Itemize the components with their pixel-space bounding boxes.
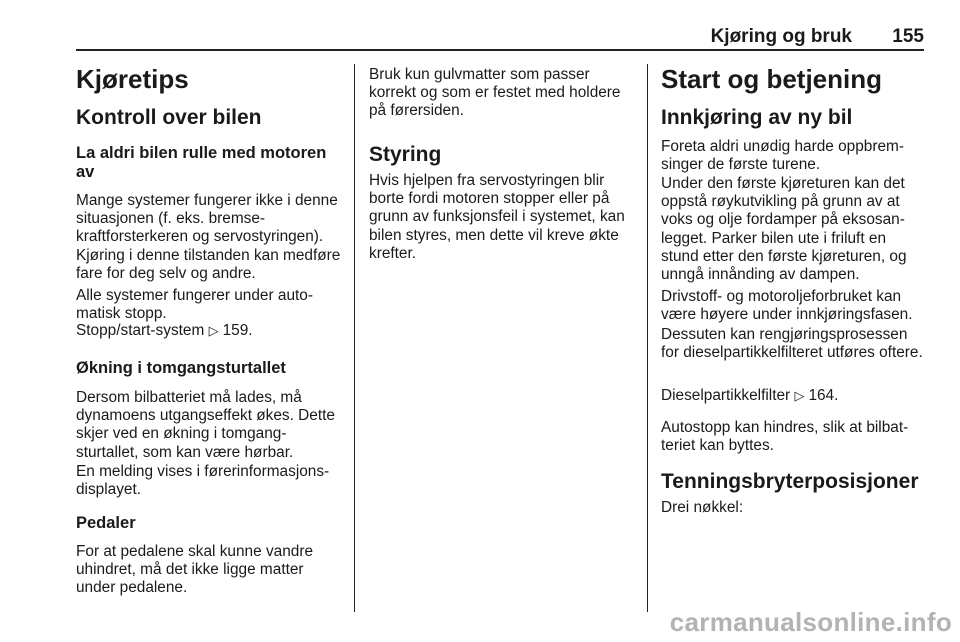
paragraph-autostopp: Autostopp kan hindres, slik at bilbat-teriet kan byttes. bbox=[661, 419, 909, 455]
paragraph-stopp-start bbox=[76, 322, 346, 340]
paragraph-gulvmatter: Bruk kun gulvmatter som passer korrekt og som er festet med holdere på førersiden. bbox=[369, 66, 621, 120]
paragraph-styring: Hvis hjelpen fra servostyringen blir borte fordi motoren stopper eller på grunn av funksjonsfeil i systemet, kan bilen styres, men dette vil kreve økte krefter. bbox=[369, 172, 625, 262]
stopp-start-ref[interactable]: 159. bbox=[222, 322, 253, 339]
paragraph-royk: Under den første kjøreturen kan det oppstå røykutvikling på grunn av at voks og olje fordamper på eksosan-legget. Parker bilen ute i friluft en stund etter den første kjøreturen, og unngå innånding av dampen. bbox=[661, 175, 907, 284]
column-divider-2 bbox=[647, 64, 648, 612]
paragraph-forbruk: Drivstoff- og motoroljeforbruket kan være høyere under innkjøringsfasen. bbox=[661, 288, 913, 324]
paragraph-oppbremsinger: Foreta aldri unødig harde oppbrem-singer de første turene. bbox=[661, 138, 904, 174]
paragraph-drei: Drei nøkkel: bbox=[661, 499, 744, 516]
stopp-start-text: Stopp/start-system bbox=[76, 322, 205, 339]
dieselfilter-text: Dieselpartikkelfilter bbox=[661, 387, 791, 404]
heading-innkjoring: Innkjøring av ny bil bbox=[661, 106, 853, 129]
paragraph-pedaler: For at pedalene skal kunne vandre uhindret, må det ikke ligge matter under pedalene. bbox=[76, 543, 313, 597]
paragraph-dieselfilter bbox=[661, 387, 925, 405]
heading-start: Start og betjening bbox=[661, 64, 882, 94]
heading-tenning: Tenningsbryterposisjoner bbox=[661, 470, 919, 493]
section-title: Kjøring og bruk bbox=[710, 26, 852, 47]
column-divider-1 bbox=[354, 64, 355, 612]
dieselfilter-ref[interactable]: 164. bbox=[808, 387, 839, 404]
paragraph-dynamo: Dersom bilbatteriet må lades, må dynamoens utgangseffekt økes. Dette skjer ved en økning i tomgang-sturtallet, som kan være hørbar. bbox=[76, 389, 335, 461]
arrow-right-icon: ▷ bbox=[208, 323, 219, 338]
paragraph-systemer: Mange systemer fungerer ikke i denne situasjonen (f. eks. bremse-kraftforsterkeren og servostyringen). Kjøring i denne tilstanden kan medføre fare for deg selv og andre. bbox=[76, 192, 341, 282]
paragraph-rengjoring: Dessuten kan rengjøringsprosessen for dieselpartikkelfilteret utføres oftere. bbox=[661, 326, 923, 362]
paragraph-melding: En melding vises i førerinformasjons-displayet. bbox=[76, 463, 330, 499]
heading-kontroll: Kontroll over bilen bbox=[76, 106, 262, 129]
heading-okning: Økning i tomgangsturtallet bbox=[76, 359, 286, 377]
heading-styring: Styring bbox=[369, 143, 442, 166]
paragraph-auto-stopp: Alle systemer fungerer under auto-matisk stopp. bbox=[76, 287, 313, 323]
heading-pedaler: Pedaler bbox=[76, 514, 136, 532]
page-header bbox=[76, 26, 924, 50]
header-rule bbox=[76, 49, 924, 51]
page-number: 155 bbox=[892, 26, 924, 47]
heading-kjoretips: Kjøretips bbox=[76, 64, 189, 94]
watermark: carmanualsonline.info bbox=[669, 607, 952, 637]
heading-rulle: La aldri bilen rulle med motoren av bbox=[76, 144, 327, 181]
arrow-right-icon: ▷ bbox=[794, 388, 805, 403]
